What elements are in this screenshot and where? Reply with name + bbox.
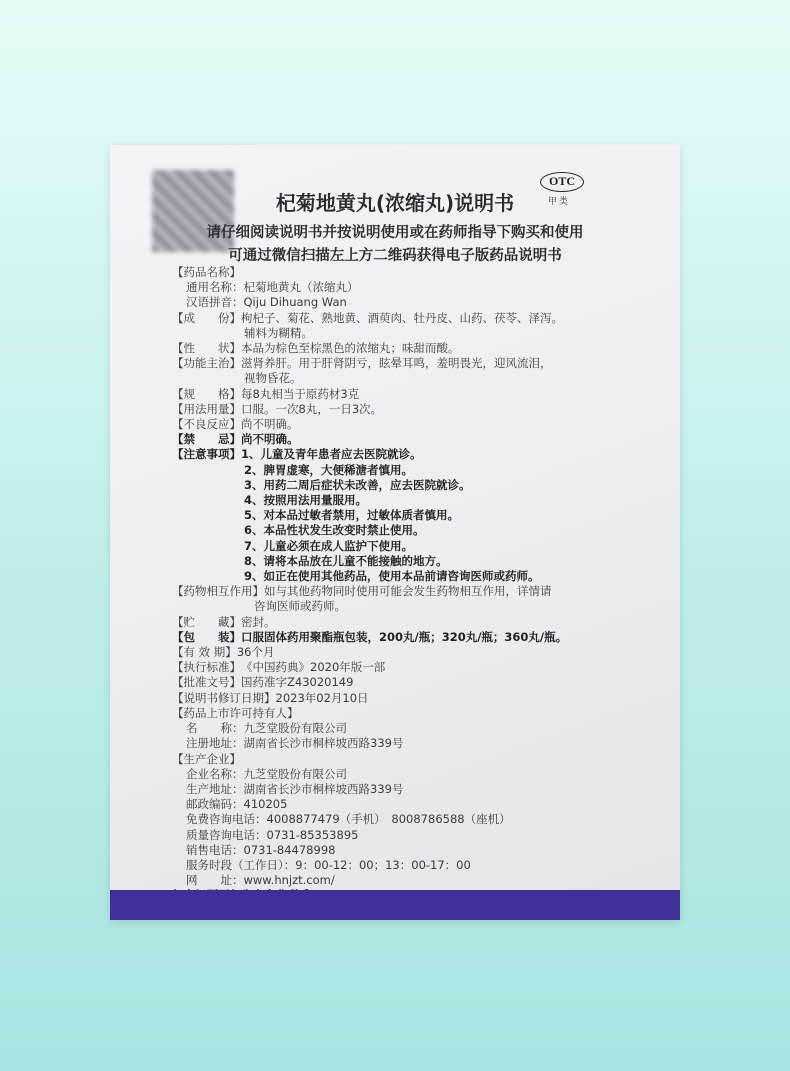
website-row: 网 址： www.hnjzt.com/ (186, 873, 335, 888)
otc-class-label: 甲类 (548, 197, 571, 207)
precaution-item: 3、用药二周后症状未改善，应去医院就诊。 (244, 477, 471, 492)
storage-row: 【贮 藏】 密封。 (172, 614, 276, 629)
packaging-row: 【包 装】 口服固体药用聚酯瓶包装，200丸/瓶；320丸/瓶；360丸/瓶。 (172, 629, 568, 644)
precaution-item: 4、按照用法用量服用。 (244, 493, 368, 508)
dosage-row: 【用法用量】 口服。一次8丸，一日3次。 (172, 401, 383, 416)
precaution-item: 8、请将本品放在儿童不能接触的地方。 (244, 553, 448, 568)
section-holder: 【药品上市许可持有人】 (172, 705, 299, 720)
specification-row: 【规 格】 每8丸相当于原药材3克 (172, 386, 360, 401)
sales-phone-row: 销售电话： 0731-84478998 (186, 842, 336, 857)
manufacturer-address-row: 生产地址： 湖南省长沙市桐梓坡西路339号 (186, 781, 404, 796)
precaution-item: 2、脾胃虚寒，大便稀溏者慎用。 (244, 462, 413, 477)
generic-name-row: 通用名称： 杞菊地黄丸（浓缩丸） (186, 280, 359, 295)
notice-line-2: 可通过微信扫描左上方二维码获得电子版药品说明书 (228, 248, 562, 264)
precaution-item: 5、对本品过敏者禁用，过敏体质者慎用。 (244, 508, 459, 523)
postcode-row: 邮政编码： 410205 (186, 797, 288, 812)
service-hours-row: 服务时段（工作日）： 9：00-12：00；13：00-17：00 (186, 857, 471, 872)
standard-row: 【执行标准】 《中国药典》2020年版一部 (172, 660, 386, 675)
section-manufacturer: 【生产企业】 (172, 751, 241, 766)
adverse-row: 【不良反应】 尚不明确。 (172, 417, 299, 432)
bottom-color-band (110, 890, 680, 920)
indications-row-2: 视物昏花。 (244, 371, 302, 386)
approval-row: 【批准文号】 国药准字Z43020149 (172, 675, 354, 690)
ingredients-row-2: 辅料为糊精。 (244, 325, 313, 340)
hotline-row: 免费咨询电话： 4008877479（手机） 8008786588（座机） (186, 812, 511, 827)
interactions-row: 【药物相互作用】 如与其他药物同时使用可能会发生药物相互作用，详情请 (172, 584, 552, 599)
validity-row: 【有 效 期】 36个月 (172, 645, 275, 660)
notice-line-1: 请仔细阅读说明书并按说明使用或在药师指导下购买和使用 (206, 225, 584, 241)
indications-row: 【功能主治】 滋肾养肝。用于肝肾阴亏，眩晕耳鸣，羞明畏光，迎风流泪， (172, 356, 552, 371)
precaution-item: 7、儿童必须在成人监护下使用。 (244, 538, 413, 553)
precautions-row: 【注意事项】 1、儿童及青年患者应去医院就诊。 (172, 447, 422, 462)
holder-address-row: 注册地址： 湖南省长沙市桐梓坡西路339号 (186, 736, 404, 751)
ingredients-row: 【成 份】 枸杞子、菊花、熟地黄、酒萸肉、牡丹皮、山药、茯苓、泽泻。 (172, 310, 563, 325)
properties-row: 【性 状】 本品为棕色至棕黑色的浓缩丸；味甜而酸。 (172, 341, 460, 356)
otc-badge: OTC (540, 172, 584, 192)
precaution-item: 9、如正在使用其他药品，使用本品前请咨询医师或药师。 (244, 569, 540, 584)
page-title: 杞菊地黄丸(浓缩丸)说明书 (275, 191, 515, 215)
contraindications-row: 【禁 忌】 尚不明确。 (172, 432, 299, 447)
precaution-item: 6、本品性状发生改变时禁止使用。 (244, 523, 425, 538)
pinyin-row: 汉语拼音： Qiju Dihuang Wan (186, 295, 347, 310)
interactions-row-2: 咨询医师或药师。 (254, 599, 346, 614)
holder-name-row: 名 称： 九芝堂股份有限公司 (186, 721, 347, 736)
section-drug-name: 【药品名称】 (172, 265, 241, 279)
leaflet-body (172, 265, 667, 904)
manufacturer-name-row: 企业名称： 九芝堂股份有限公司 (186, 766, 347, 781)
quality-phone-row: 质量咨询电话： 0731-85353895 (186, 827, 359, 842)
instruction-leaflet (110, 145, 680, 920)
revision-row: 【说明书修订日期】 2023年02月10日 (172, 690, 369, 705)
